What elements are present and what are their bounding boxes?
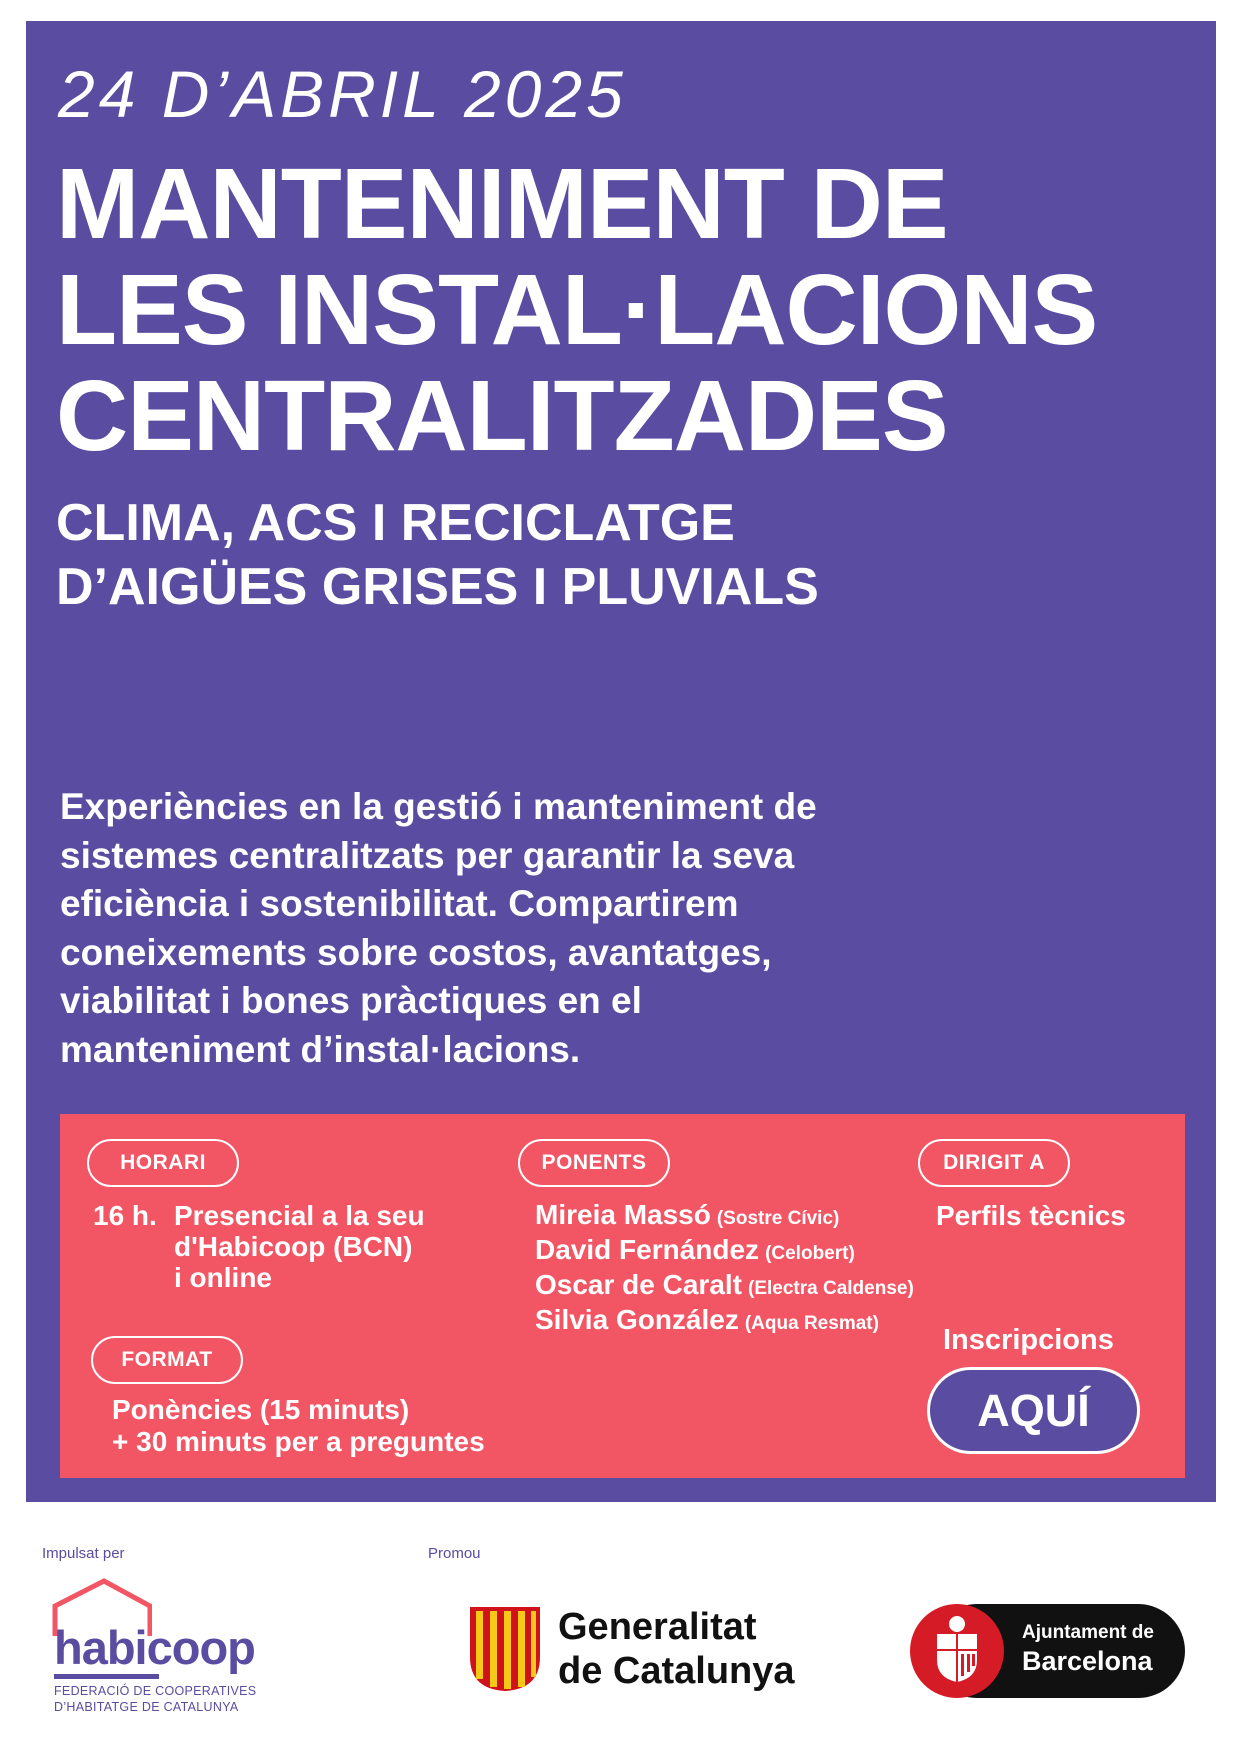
description-line: viabilitat i bones pràctiques en el [60,980,642,1021]
horari-line: i online [174,1262,272,1293]
habicoop-logo [52,1578,282,1728]
description-line: manteniment d’instal·lacions. [60,1028,581,1070]
format-badge: FORMAT [91,1336,243,1384]
title-line: MANTENIMENT DE [56,148,948,260]
ponent-name: David Fernández [535,1234,760,1265]
poster-panel [26,21,1216,1502]
generalitat-logo [468,1603,848,1703]
ponent-name: Mireia Massó [535,1199,711,1230]
generalitat-wordmark [558,1605,795,1693]
ponent-name: Oscar de Caralt [535,1269,742,1300]
dirigit-audience: Perfils tècnics [936,1200,1126,1231]
subtitle-line: D’AIGÜES GRISES I PLUVIALS [56,558,819,616]
subtitle-line: CLIMA, ACS I RECICLATGE [56,494,735,552]
description-line: Experiències en la gestió i manteniment de [60,786,817,827]
ponent-org: (Celobert) [765,1243,855,1264]
ajuntament-line: Barcelona [1022,1646,1153,1676]
ponents-list [535,1200,914,1340]
ponent-item [535,1270,914,1305]
promou-label: Promou [428,1545,481,1562]
event-date: 24 D’ABRIL 2025 [58,57,627,131]
generalitat-line: Generalitat [558,1606,757,1648]
ajuntament-logo [910,1604,1190,1698]
dirigit-badge: DIRIGIT A [918,1139,1070,1187]
ponent-item [535,1305,914,1340]
format-details [112,1394,485,1458]
ponent-org: (Aqua Resmat) [744,1313,879,1334]
generalitat-line: de Catalunya [558,1650,795,1692]
horari-badge: HORARI [87,1139,239,1187]
habicoop-wordmark: habicoop [54,1621,255,1674]
ajuntament-line: Ajuntament de [1022,1622,1154,1643]
format-line: + 30 minuts per a preguntes [112,1426,485,1457]
horari-time: 16 h. [93,1200,157,1231]
underline-bar [54,1674,159,1680]
ajuntament-wordmark [1022,1622,1154,1677]
horari-details [174,1200,425,1293]
inscripcions-label: Inscripcions [943,1324,1114,1356]
description-line: sistemes centralitzats per garantir la seva [60,834,795,876]
aqui-button[interactable]: AQUÍ [927,1367,1140,1454]
senyera-shield-icon [468,1605,542,1693]
event-subtitle [56,491,819,619]
impulsat-label: Impulsat per [42,1545,125,1562]
info-box [60,1114,1185,1478]
description-line: eficiència i sostenibilitat. Compartirem [60,883,739,924]
ponent-org: (Electra Caldense) [748,1278,914,1299]
title-line: CENTRALITZADES [56,360,948,472]
ponent-item [535,1235,914,1270]
title-line: LES INSTAL·LACIONS [56,254,1098,366]
horari-line: Presencial a la seu [174,1200,425,1231]
event-title [56,148,1098,472]
ponent-org: (Sostre Cívic) [716,1208,840,1229]
habicoop-subtitle [54,1683,256,1715]
habicoop-sub-line: D’HABITATGE DE CATALUNYA [54,1700,239,1714]
ajuntament-circle [910,1604,1004,1698]
habicoop-sub-line: FEDERACIÓ DE COOPERATIVES [54,1684,257,1698]
description-line: coneixements sobre costos, avantatges, [60,931,772,973]
event-description [60,783,1020,1074]
format-line: Ponències (15 minuts) [112,1394,410,1425]
horari-line: d'Habicoop (BCN) [174,1231,413,1262]
ponent-name: Silvia González [535,1304,739,1335]
ponents-badge: PONENTS [518,1139,670,1187]
ponent-item [535,1200,914,1235]
barcelona-crest-icon [910,1604,1004,1698]
